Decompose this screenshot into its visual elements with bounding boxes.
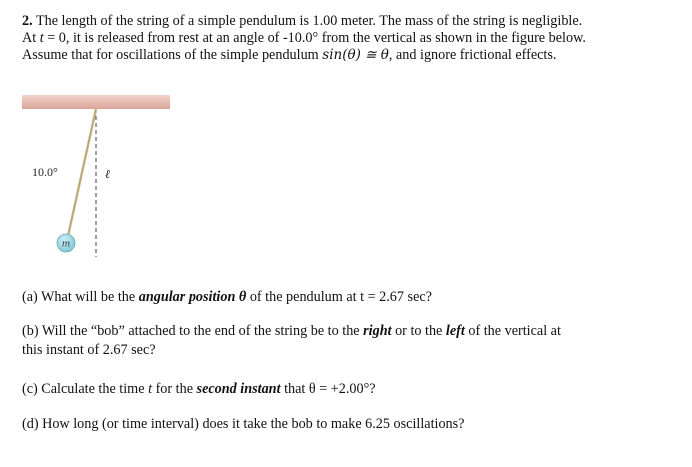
problem-line-3-end: , and ignore frictional effects. xyxy=(388,47,557,63)
question-c-time-variable: t xyxy=(148,381,153,397)
question-a xyxy=(22,288,672,307)
question-d xyxy=(22,415,672,434)
small-angle-approximation: sin(θ) ≅ θ xyxy=(322,47,389,63)
question-b-start: (b) Will the “bob” attached to the end of the string be to the xyxy=(22,323,364,339)
question-c-end: that θ = +2.00°? xyxy=(280,381,376,397)
pendulum-string-edge xyxy=(68,109,96,236)
problem-line-2 xyxy=(22,30,682,47)
question-b xyxy=(22,322,672,360)
time-variable: t xyxy=(39,30,44,46)
question-c-start: (c) Calculate the time xyxy=(22,381,149,397)
question-b-left: left xyxy=(445,323,465,339)
angle-label: 10.0° xyxy=(32,165,58,179)
question-b-line-2: this instant of 2.67 sec? xyxy=(22,342,156,358)
question-b-end: of the vertical at xyxy=(464,323,561,339)
question-c-middle: for the xyxy=(152,381,197,397)
pendulum-figure xyxy=(22,93,172,263)
problem-line-2-end: = 0, it is released from rest at an angle of -10.0° from the vertical as shown in the figure below. xyxy=(43,30,586,46)
question-a-end: of the pendulum at t = 2.67 sec? xyxy=(246,289,432,305)
question-b-right: right xyxy=(363,323,392,339)
mass-label: m xyxy=(61,239,71,250)
problem-statement xyxy=(22,13,682,64)
problem-line-2-start: At xyxy=(22,30,40,46)
problem-line-1-text: The length of the string of a simple pendulum is 1.00 meter. The mass of the string is negligible. xyxy=(35,13,583,29)
pendulum-diagram xyxy=(22,93,172,263)
length-label: ℓ xyxy=(105,167,110,181)
question-c-emphasis: second instant xyxy=(196,381,281,397)
problem-line-3-start: Assume that for oscillations of the simple pendulum xyxy=(22,47,323,63)
question-a-start: (a) What will be the xyxy=(22,289,139,305)
question-a-emphasis: angular position θ xyxy=(138,289,247,305)
problem-line-3 xyxy=(22,47,682,64)
question-d-text: (d) How long (or time interval) does it take the bob to make 6.25 oscillations? xyxy=(22,416,465,432)
question-c xyxy=(22,380,672,399)
problem-number: 2. xyxy=(22,13,33,29)
question-b-middle: or to the xyxy=(391,323,446,339)
problem-line-1 xyxy=(22,13,682,30)
ceiling-support xyxy=(22,95,170,109)
